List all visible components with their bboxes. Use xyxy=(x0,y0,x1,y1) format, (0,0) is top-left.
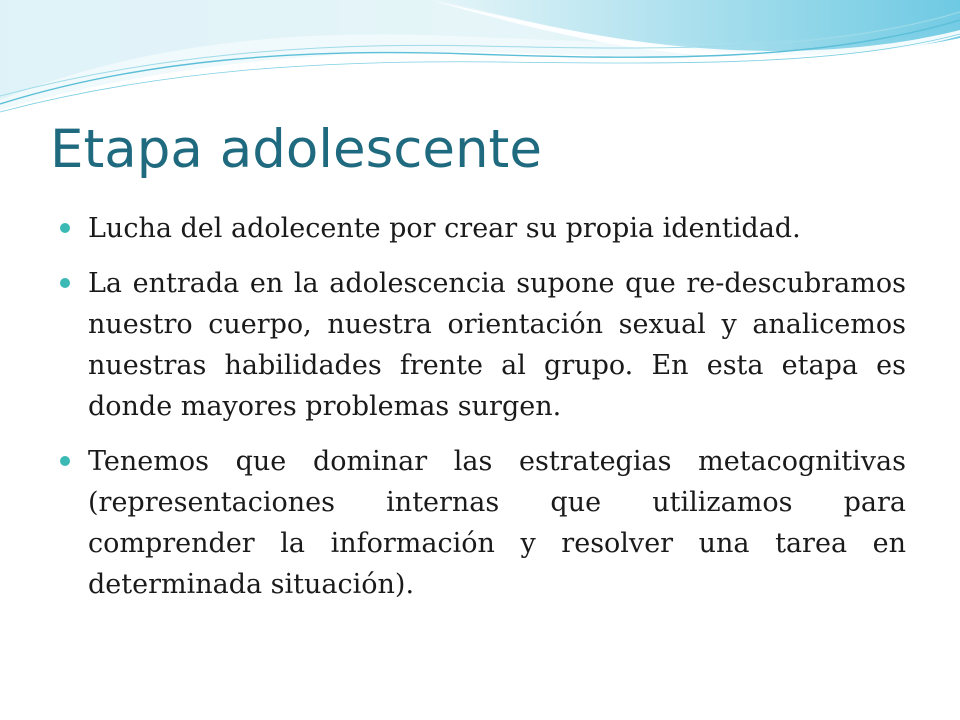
bullet-dot-icon xyxy=(60,456,70,466)
bullet-dot-icon xyxy=(60,278,70,288)
bullet-text: Tenemos que dominar las estrategias metacognitivas (representaciones internas que utilizamos para comprender la información y resolver una tarea en determinada situación). xyxy=(88,446,906,600)
bullet-text: Lucha del adolecente por crear su propia identidad. xyxy=(88,213,801,244)
bullet-item xyxy=(60,263,906,427)
bullet-dot-icon xyxy=(60,223,70,233)
decorative-wave-header xyxy=(0,0,960,120)
bullet-list xyxy=(60,208,906,619)
slide-title: Etapa adolescente xyxy=(50,119,542,180)
bullet-text: La entrada en la adolescencia supone que re-descubramos nuestro cuerpo, nuestra orientación sexual y analicemos nuestras habilidades frente al grupo. En esta etapa es donde mayores problemas surgen. xyxy=(88,268,906,422)
bullet-item xyxy=(60,208,906,249)
bullet-item xyxy=(60,441,906,605)
